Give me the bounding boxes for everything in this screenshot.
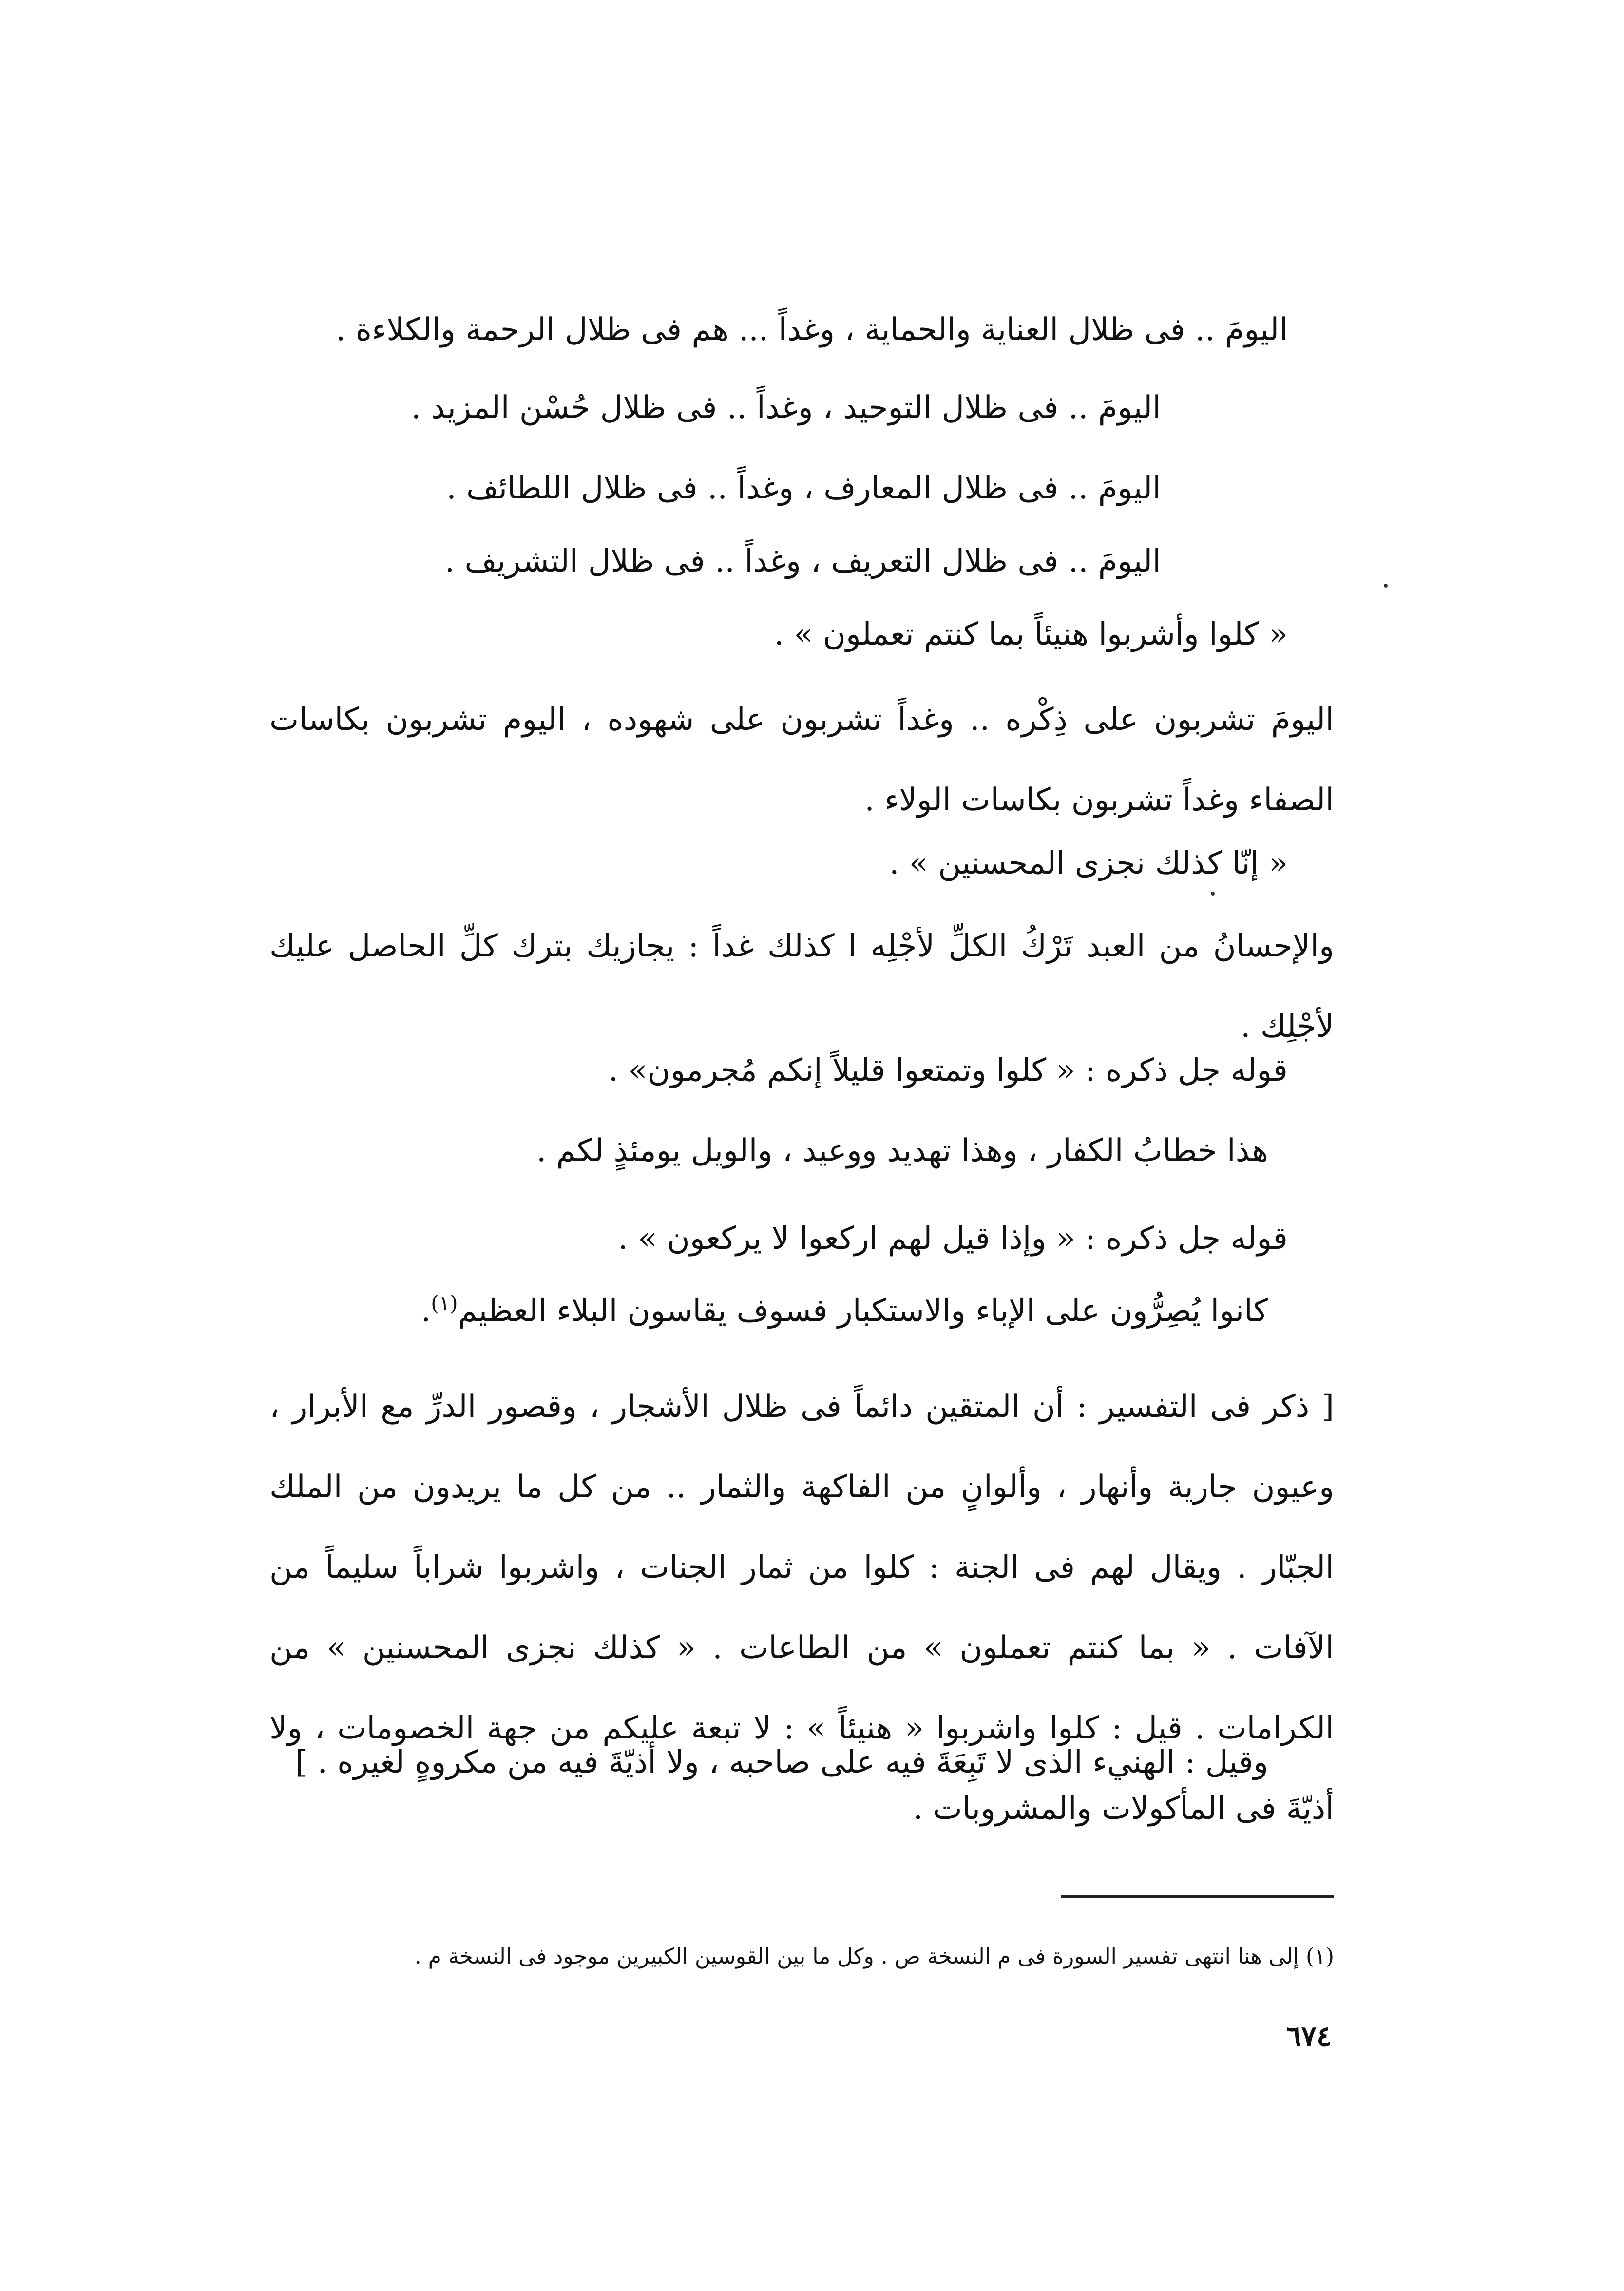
text-line-6: كانوا يُصِرُّون على الإباء والاستكبار فسوف يقاسون البلاء العظيم$^{(١)}$. (420, 1291, 1268, 1329)
text-line-4: اليومَ .. فى ظلال التعريف ، وغداً .. فى ظلال التشريف . (444, 543, 1161, 579)
scan-speck (1211, 892, 1215, 896)
text-line-5: هذا خطابُ الكفار ، وهذا تهديد ووعيد ، والويل يومئذٍ لكم . (536, 1133, 1268, 1169)
quote-heading-2: قوله جل ذكره : « وإذا قيل لهم اركعوا لا يركعون » . (618, 1221, 1288, 1257)
footnote-divider (1061, 1895, 1334, 1898)
verse-line-1: « كلوا وأشربوا هنيئاً بما كنتم تعملون » . (774, 616, 1288, 652)
text-line-3: اليومَ .. فى ظلال المعارف ، وغداً .. فى ظلال اللطائف . (446, 470, 1161, 506)
text-line-1: اليومَ .. فى ظلال العناية والحماية ، وغداً ... هم فى ظلال الرحمة والكلاءة . (335, 312, 1288, 348)
verse-line-2: « إنّا كذلك نجزى المحسنين » . (889, 845, 1288, 881)
text-line-7: وقيل : الهنيء الذى لا تَبِعَةَ فيه على صاحبه ، ولا أذيّةَ فيه من مكروهٍ لغيره . ] (295, 1744, 1268, 1780)
quote-heading-1: قوله جل ذكره : « كلوا وتمتعوا قليلاً إنكم مُجرمون» . (608, 1052, 1288, 1088)
footnote: (١) إلى هنا انتهى تفسير السورة فى م النسخة ص . وكل ما بين القوسين الكبيرين موجود فى النسخة م . (414, 1944, 1334, 1969)
scan-speck (1384, 584, 1388, 588)
text-line-2: اليومَ .. فى ظلال التوحيد ، وغداً .. فى ظلال حُسْن المزيد . (411, 390, 1161, 426)
paragraph-1: اليومَ تشربون على ذِكْره .. وغداً تشربون على شهوده ، اليوم تشربون بكاسات الصفاء وغداً تشربون بكاسات الولاء . (269, 702, 1334, 818)
bracketed-paragraph: [ ذكر فى التفسير : أن المتقين دائماً فى ظلال الأشجار ، وقصور الدرِّ مع الأبرار ، وعيون جارية وأنهار ، وألوانٍ من الفاكهة والثمار .. من كل ما يريدون من الملك الجبّار . ويقال لهم فى الجنة : كلوا من ثمار الجنات ، واشربوا شراباً سليماً من الآفات . « بما كنتم تعملون » من الطاعات . « كذلك نجزى المحسنين » من الكرامات . قيل : كلوا واشربوا « هنيئاً » : لا تبعة عليكم من جهة الخصومات ، ولا أذيّةَ فى المأكولات والمشروبات . (269, 1389, 1334, 1827)
footnote-reference: (١) (431, 1291, 458, 1315)
text-line-6-body: كانوا يُصِرُّون على الإباء والاستكبار فسوف يقاسون البلاء العظيم (458, 1293, 1268, 1329)
paragraph-2: والإحسانُ من العبد تَرْكُ الكلِّ لأجْلِه ا كذلك غداً : يجازيك بترك كلِّ الحاصل عليك لأجْلِك . (269, 928, 1334, 1045)
page-number: ٦٧٤ (1286, 2020, 1332, 2053)
